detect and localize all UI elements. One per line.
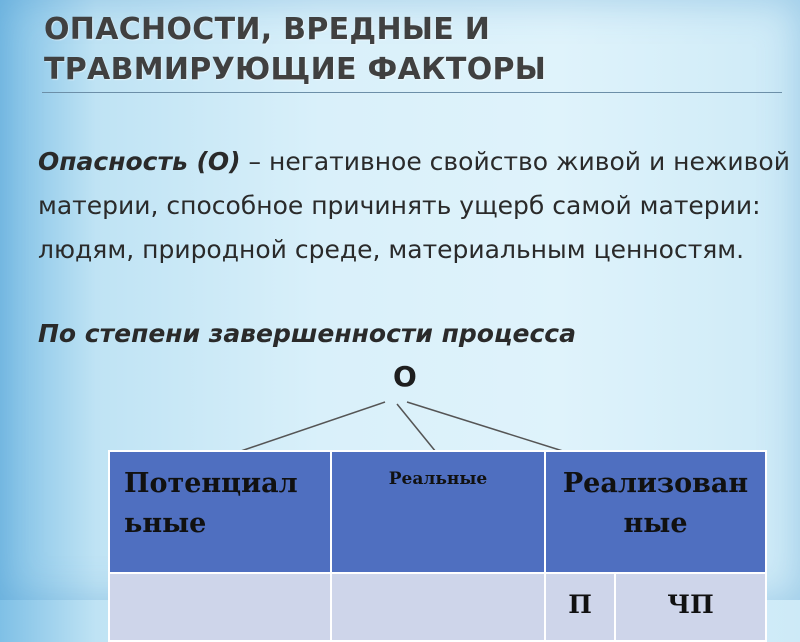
header-realized-line2: ные bbox=[623, 508, 688, 539]
title-line-1: ОПАСНОСТИ, ВРЕДНЫЕ И bbox=[44, 12, 491, 47]
table-header-row bbox=[109, 451, 766, 573]
branch-middle bbox=[397, 404, 436, 452]
cell-empty-2 bbox=[331, 573, 545, 641]
header-realized bbox=[545, 451, 766, 573]
classification-table bbox=[108, 450, 767, 642]
classification-heading: По степени завершенности процесса bbox=[38, 319, 576, 348]
header-real: Реальные bbox=[331, 451, 545, 573]
cell-p: П bbox=[545, 573, 615, 641]
definition-term: Опасность (О) bbox=[38, 147, 241, 176]
tree-root-label: О bbox=[393, 360, 417, 393]
header-potential-line2: ьные bbox=[124, 508, 207, 539]
branch-left bbox=[238, 402, 385, 452]
header-potential bbox=[109, 451, 331, 573]
title-line-2: ТРАВМИРУЮЩИЕ ФАКТОРЫ bbox=[44, 52, 547, 87]
cell-empty-1 bbox=[109, 573, 331, 641]
table-row bbox=[109, 573, 766, 641]
cell-chp: ЧП bbox=[615, 573, 766, 641]
header-realized-line1: Реализован bbox=[562, 468, 749, 499]
definition-text: – негативное свойство живой и неживой материи, способное причинять ущерб самой материи: людям, природной среде, материальным ценностям. bbox=[38, 147, 790, 264]
header-potential-line1: Потенциал bbox=[124, 468, 298, 499]
